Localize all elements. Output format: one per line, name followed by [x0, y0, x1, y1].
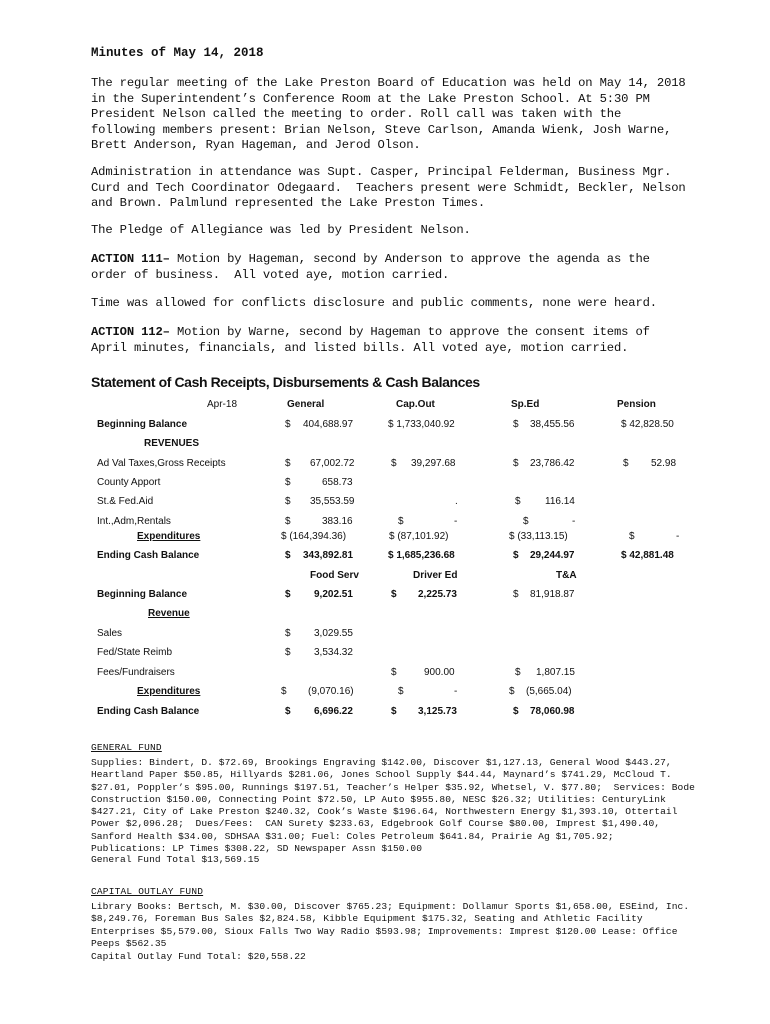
ta-beginning-balance: 81,918.87	[530, 589, 575, 600]
ta-ending-balance: 78,060.98	[530, 706, 575, 717]
row-label-ad-val: Ad Val Taxes,Gross Receipts	[97, 458, 226, 469]
dollar-sign: $	[285, 706, 291, 717]
action-112-label: ACTION 112–	[91, 325, 170, 339]
paragraph-administration: Administration in attendance was Supt. Casper, Principal Felderman, Business Mgr. Curd and Tech Coordinator Odegaard. Teachers present were Schmidt, Beckler, Nelson and Brown. Palmlund represented the Lake Preston Times.	[91, 165, 686, 210]
general-county-apport: 658.73	[322, 477, 353, 488]
row-label-expenditures: Expenditures	[137, 531, 201, 542]
dollar-sign: $	[285, 647, 291, 658]
row-label-expenditures: Expenditures	[137, 686, 201, 697]
period-label: Apr-18	[207, 399, 238, 410]
capital-outlay-fund-heading: CAPITAL OUTLAY FUND	[91, 886, 204, 897]
row-label-sales: Sales	[97, 628, 123, 639]
driver-ending-balance: 3,125.73	[418, 706, 457, 717]
dollar-sign: $	[509, 686, 515, 697]
food-ending-balance: 6,696.22	[314, 706, 353, 717]
action-111-text: Motion by Hageman, second by Anderson to approve the agenda as the order of business. All voted aye, motion carried.	[91, 252, 650, 282]
dollar-sign: $	[391, 458, 397, 469]
capout-expenditures: $ (87,101.92)	[389, 531, 449, 542]
dollar-sign: $	[285, 550, 291, 561]
capout-state-fed-aid: .	[455, 496, 458, 507]
food-beginning-balance: 9,202.51	[314, 589, 353, 600]
general-ending-balance: 343,892.81	[303, 550, 354, 561]
dollar-sign: $	[513, 589, 519, 600]
food-sales: 3,029.55	[314, 628, 353, 639]
row-label-county-apport: County Apport	[97, 477, 161, 488]
revenue-heading: Revenue	[148, 608, 190, 619]
col-header-food-serv: Food Serv	[310, 570, 359, 581]
driver-fees-fundraisers: 900.00	[424, 667, 455, 678]
dollar-sign: $	[285, 516, 291, 527]
capout-ending-balance: $ 1,685,236.68	[388, 550, 455, 561]
row-label-fees-fundraisers: Fees/Fundraisers	[97, 667, 175, 678]
revenues-heading: REVENUES	[144, 438, 200, 449]
sped-state-fed-aid: 116.14	[545, 496, 575, 507]
dollar-sign: $	[513, 706, 519, 717]
dollar-sign: $	[285, 589, 291, 600]
row-label-state-fed-aid: St.& Fed.Aid	[97, 496, 154, 507]
col-header-general: General	[287, 399, 325, 410]
driver-expenditures: -	[454, 686, 458, 697]
capout-ad-val: 39,297.68	[411, 458, 456, 469]
row-label-beginning-balance: Beginning Balance	[97, 589, 188, 600]
dollar-sign: $	[629, 531, 635, 542]
general-fund-heading: GENERAL FUND	[91, 742, 162, 753]
dollar-sign: $	[513, 419, 519, 430]
pension-beginning-balance: $ 42,828.50	[621, 419, 674, 430]
pension-ad-val: 52.98	[651, 458, 677, 469]
general-fund-total: General Fund Total $13,569.15	[91, 854, 260, 865]
dollar-sign: $	[623, 458, 629, 469]
paragraph-opening: The regular meeting of the Lake Preston Board of Education was held on May 14, 2018 in the Superintendent’s Conference Room at the Lake Preston School. At 5:30 PM President Nelson called the meeting to order. Roll call was taken with the following members present: Brian Nelson, Steve Carlson, Amanda Wienk, Josh Warne, Brett Anderson, Ryan Hageman, and Jerod Olson.	[91, 76, 686, 152]
general-ad-val: 67,002.72	[310, 458, 355, 469]
row-label-ending-cash-balance: Ending Cash Balance	[97, 550, 200, 561]
dollar-sign: $	[398, 516, 404, 527]
paragraph-pledge: The Pledge of Allegiance was led by President Nelson.	[91, 223, 471, 237]
food-expenditures: (9,070.16)	[308, 686, 354, 697]
dollar-sign: $	[285, 419, 291, 430]
capout-beginning-balance: $ 1,733,040.92	[388, 419, 455, 430]
general-state-fed-aid: 35,553.59	[310, 496, 355, 507]
dollar-sign: $	[391, 706, 397, 717]
row-label-beginning-balance: Beginning Balance	[97, 419, 188, 430]
dollar-sign: $	[285, 458, 291, 469]
row-label-ending-cash-balance: Ending Cash Balance	[97, 706, 200, 717]
capout-int-adm-rentals: -	[454, 516, 458, 527]
col-header-pension: Pension	[617, 399, 656, 410]
driver-beginning-balance: 2,225.73	[418, 589, 457, 600]
dollar-sign: $	[513, 458, 519, 469]
dollar-sign: $	[398, 686, 404, 697]
dollar-sign: $	[515, 496, 521, 507]
dollar-sign: $	[513, 550, 519, 561]
general-expenditures: $ (164,394.36)	[281, 531, 347, 542]
paragraph-action-111	[91, 252, 731, 283]
sped-beginning-balance: 38,455.56	[530, 419, 575, 430]
dollar-sign: $	[523, 516, 529, 527]
dollar-sign: $	[285, 628, 291, 639]
capital-outlay-fund-bills: Library Books: Bertsch, M. $30.00, Discover $765.23; Equipment: Dollamur Sports $1,658.00, ESEind, Inc. $8,249.76, Foreman Bus Sales $2,824.58, Kibble Equipment $175.32, Seating and Athletic Facility Enterprises $5,579.00, Sioux Falls Two Way Radio $593.98; Improvements: Imprest $120.00 Lease: Office Peeps $562.35	[91, 901, 690, 949]
paragraph-action-112	[91, 325, 731, 356]
ta-fees-fundraisers: 1,807.15	[536, 667, 575, 678]
row-label-fed-state-reimb: Fed/State Reimb	[97, 647, 173, 658]
food-fed-state-reimb: 3,534.32	[314, 647, 353, 658]
general-fund-bills: Supplies: Bindert, D. $72.69, Brookings Engraving $142.00, Discover $1,127.13, General Wood $443.27, Heartland Paper $50.85, Hillyards $281.06, Jones School Supply $44.44, Maynard’s $741.29, McCloud T. $27.01, Poppler’s $95.00, Runnings $197.51, Teacher’s Helper $35.92, Whetsel, V. $77.80; Services: Bode Construction $150.00, Connecting Point $72.50, LP Auto $955.80, NESC $26.32; Utilities: CenturyLink $427.21, City of Lake Preston $240.32, Cook’s Waste $196.64, Northwestern Energy $1,393.10, Ottertail Power $2,096.28; Dues/Fees: CAN Surety $233.63, Edgebrook Golf Course $80.00, Imprest $1,490.40, Sanford Health $34.00, SDHSAA $31.00; Fuel: Coles Petroleum $641.84, Prairie Ag $1,705.92; Publications: LP Times $308.22, SD Newspaper Assn $150.00	[91, 757, 695, 855]
col-header-driver-ed: Driver Ed	[413, 570, 458, 581]
row-label-int-adm-rentals: Int.,Adm,Rentals	[97, 516, 171, 527]
sped-expenditures: $ (33,113.15)	[509, 531, 568, 542]
action-112-text: Motion by Warne, second by Hageman to approve the consent items of April minutes, financials, and listed bills. All voted aye, motion carried.	[91, 325, 650, 355]
col-header-sped: Sp.Ed	[511, 399, 540, 410]
statement-title: Statement of Cash Receipts, Disbursements & Cash Balances	[91, 374, 480, 390]
paragraph-conflicts: Time was allowed for conflicts disclosure and public comments, none were heard.	[91, 296, 657, 310]
ta-expenditures: (5,665.04)	[526, 686, 572, 697]
col-header-ta: T&A	[556, 570, 577, 581]
general-beginning-balance: 404,688.97	[303, 419, 354, 430]
sped-ending-balance: 29,244.97	[530, 550, 575, 561]
minutes-title: Minutes of May 14, 2018	[91, 46, 264, 60]
dollar-sign: $	[391, 667, 397, 678]
pension-ending-balance: $ 42,881.48	[621, 550, 674, 561]
dollar-sign: $	[285, 477, 291, 488]
dollar-sign: $	[391, 589, 397, 600]
dollar-sign: $	[285, 496, 291, 507]
sped-ad-val: 23,786.42	[530, 458, 575, 469]
action-111-label: ACTION 111–	[91, 252, 170, 266]
general-int-adm-rentals: 383.16	[322, 516, 353, 527]
sped-int-adm-rentals: -	[572, 516, 576, 527]
dollar-sign: $	[281, 686, 287, 697]
capital-outlay-fund-total: Capital Outlay Fund Total: $20,558.22	[91, 951, 306, 962]
dollar-sign: $	[515, 667, 521, 678]
pension-expenditures: -	[676, 531, 680, 542]
col-header-capout: Cap.Out	[396, 399, 435, 410]
